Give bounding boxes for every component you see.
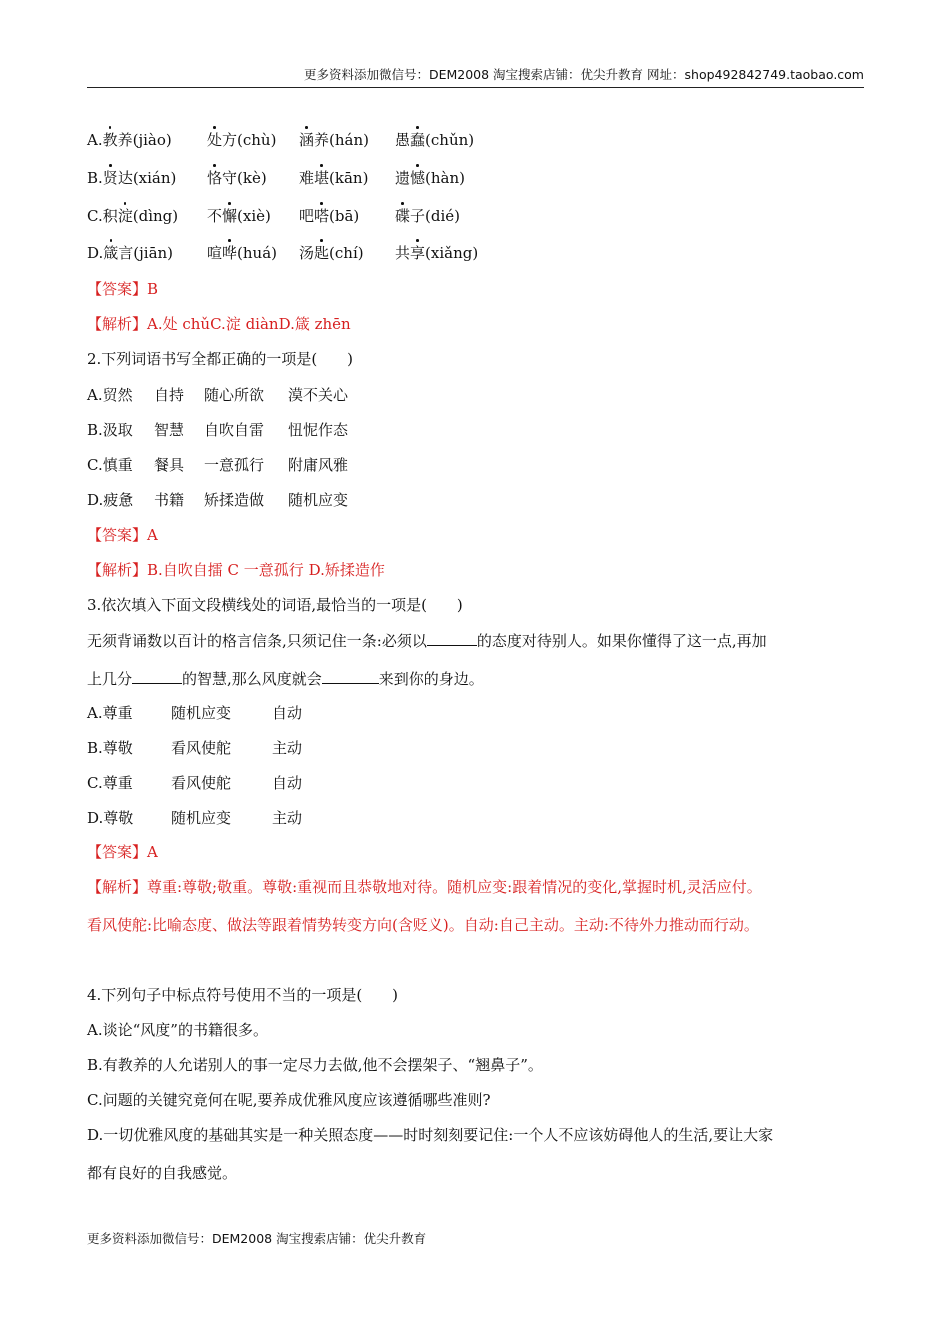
q1-word-suffix: 养(jiào): [117, 131, 172, 149]
q3-blank-2: [132, 668, 182, 684]
q1-option-item: [207, 130, 276, 150]
q1-word-prefix: 愚: [395, 131, 411, 149]
q1-option-item: [207, 168, 267, 188]
q1-word-prefix: 遗: [395, 169, 411, 187]
q4-option-d: D.一切优雅风度的基础其实是一种关照态度——时时刻刻要记住:一个人不应该妨碍他人的生活,要让大家: [87, 1126, 774, 1144]
q1-option-item: [87, 168, 176, 188]
q1-option-item: [299, 243, 364, 263]
q1-emphasized-char: 哗: [222, 244, 238, 262]
q3-option-cell: 自动: [272, 774, 303, 792]
q1-word-suffix: (kān): [329, 169, 369, 187]
q1-answer: 【答案】B: [87, 280, 159, 298]
q3-text-1a: 无须背诵数以百计的格言信条,只须记住一条:必须以: [87, 632, 427, 650]
q1-emphasized-char: 淀: [117, 207, 133, 225]
q1-option-item: [299, 206, 359, 226]
page-header: 更多资料添加微信号：DEM2008 淘宝搜索店铺：优尖升教育 网址：shop492842749.taobao.com: [87, 66, 864, 88]
q1-word-suffix: 方(chù): [222, 131, 277, 149]
q1-word-suffix: 守(kè): [222, 169, 267, 187]
q3-text-2c: 来到你的身边。: [378, 670, 484, 688]
q1-emphasized-char: 嗒: [314, 207, 330, 225]
q2-option-cell: 附庸风雅: [288, 456, 349, 474]
q2-option-cell: 自持: [154, 386, 185, 404]
q1-emphasized-char: 处: [207, 131, 223, 149]
q1-word-suffix: (hàn): [425, 169, 465, 187]
q1-emphasized-char: 蠢: [410, 131, 426, 149]
q3-analysis-line-1: 【解析】尊重:尊敬;敬重。尊敬:重视而且恭敬地对待。随机应变:跟着情况的变化,掌握时机,灵活应付。: [87, 878, 762, 896]
q1-emphasized-char: 堪: [314, 169, 330, 187]
q1-word-suffix: 言(jiān): [118, 244, 174, 262]
q1-option-letter: B.: [87, 169, 103, 187]
q1-option-item: [395, 130, 474, 150]
q1-word-prefix: 积: [102, 207, 118, 225]
q4-question: 4.下列句子中标点符号使用不当的一项是( ): [87, 986, 399, 1004]
q1-option-item: [395, 243, 478, 263]
q1-word-suffix: (bā): [329, 207, 360, 225]
q2-option-cell: 忸怩作态: [288, 421, 349, 439]
q4-option-a: A.谈论“风度”的书籍很多。: [87, 1021, 268, 1039]
q1-option-item: [395, 206, 460, 226]
q1-option-item: [395, 168, 465, 188]
q3-question: 3.依次填入下面文段横线处的词语,最恰当的一项是( ): [87, 596, 463, 614]
q1-emphasized-char: 教: [102, 131, 118, 149]
q2-option-cell: 漠不关心: [288, 386, 349, 404]
q3-option-cell: 随机应变: [171, 809, 232, 827]
q2-option-cell: 餐具: [154, 456, 185, 474]
q2-option-cell: A.贸然: [87, 386, 133, 404]
q1-emphasized-char: 懈: [222, 207, 238, 225]
page-footer: 更多资料添加微信号：DEM2008 淘宝搜索店铺：优尖升教育: [87, 1231, 427, 1246]
q1-word-suffix: (chí): [329, 244, 364, 262]
q1-word-suffix: 子(dié): [410, 207, 460, 225]
q4-option-b: B.有教养的人允诺别人的事一定尽力去做,他不会摆架子、“翘鼻子”。: [87, 1056, 543, 1074]
q1-emphasized-char: 贤: [102, 169, 118, 187]
q3-text-2b: 的智慧,那么风度就会: [182, 670, 322, 688]
q1-option-item: [299, 130, 369, 150]
q3-option-cell: 自动: [272, 704, 303, 722]
q3-option-cell: 随机应变: [171, 704, 232, 722]
q1-option-letter: D.: [87, 244, 104, 262]
q3-answer: 【答案】A: [87, 843, 158, 861]
q1-word-suffix: 养(hán): [314, 131, 369, 149]
q1-word-suffix: (chǔn): [425, 131, 475, 149]
q1-option-letter: C.: [87, 207, 103, 225]
q2-answer: 【答案】A: [87, 526, 158, 544]
q1-word-suffix: 达(xián): [117, 169, 177, 187]
q2-option-cell: 随机应变: [288, 491, 349, 509]
q1-option-item: [87, 206, 178, 226]
q1-option-item: [299, 168, 368, 188]
q1-option-item: [207, 206, 271, 226]
q2-option-cell: C.慎重: [87, 456, 133, 474]
q1-emphasized-char: 碟: [395, 207, 411, 225]
q1-emphasized-char: 涵: [299, 131, 315, 149]
q1-option-item: [207, 243, 277, 263]
q3-option-cell: 看风使舵: [171, 739, 232, 757]
q1-emphasized-char: 享: [410, 244, 426, 262]
q1-option-item: [87, 243, 173, 263]
q2-option-cell: 智慧: [154, 421, 185, 439]
q3-blank-1: [427, 630, 477, 646]
q1-word-suffix: (dìng): [132, 207, 179, 225]
q3-option-cell: 主动: [272, 809, 303, 827]
q1-word-prefix: 汤: [299, 244, 315, 262]
q3-analysis-line-2: 看风使舵:比喻态度、做法等跟着情势转变方向(含贬义)。自动:自己主动。主动:不待外力推动而行动。: [87, 916, 759, 934]
q1-emphasized-char: 匙: [314, 244, 330, 262]
q3-option-cell: B.尊敬: [87, 739, 133, 757]
q4-option-d-continuation: 都有良好的自我感觉。: [87, 1164, 238, 1182]
q2-option-cell: D.疲惫: [87, 491, 134, 509]
q1-word-prefix: 不: [207, 207, 223, 225]
q3-passage-line-2: [87, 668, 484, 689]
q1-word-prefix: 吧: [299, 207, 315, 225]
q1-emphasized-char: 憾: [410, 169, 426, 187]
q1-word-suffix: (xiè): [237, 207, 271, 225]
q3-option-cell: 主动: [272, 739, 303, 757]
q3-text-1b: 的态度对待别人。如果你懂得了这一点,再加: [476, 632, 767, 650]
q1-word-prefix: 共: [395, 244, 411, 262]
q3-option-cell: A.尊重: [87, 704, 133, 722]
q2-option-cell: B.汲取: [87, 421, 133, 439]
q2-option-cell: 一意孤行: [204, 456, 265, 474]
q1-emphasized-char: 恪: [207, 169, 223, 187]
q1-word-prefix: 喧: [207, 244, 223, 262]
q2-question: 2.下列词语书写全都正确的一项是( ): [87, 350, 354, 368]
q3-option-cell: D.尊敬: [87, 809, 134, 827]
q1-option-letter: A.: [87, 131, 103, 149]
q3-passage-line-1: [87, 630, 767, 651]
q1-word-suffix: (xiǎng): [425, 244, 479, 262]
q2-option-cell: 矫揉造做: [204, 491, 265, 509]
q2-option-cell: 书籍: [154, 491, 185, 509]
q1-option-item: [87, 130, 172, 150]
q3-option-cell: 看风使舵: [171, 774, 232, 792]
q1-analysis: 【解析】A.处 chǔC.淀 diànD.箴 zhēn: [87, 315, 351, 333]
q1-word-prefix: 难: [299, 169, 315, 187]
q2-analysis: 【解析】B.自吹自擂 C 一意孤行 D.矫揉造作: [87, 561, 385, 579]
q4-option-c: C.问题的关键究竟何在呢,要养成优雅风度应该遵循哪些准则?: [87, 1091, 491, 1109]
q3-text-2a: 上几分: [87, 670, 133, 688]
q1-emphasized-char: 箴: [103, 244, 119, 262]
q2-option-cell: 自吹自雷: [204, 421, 265, 439]
q2-option-cell: 随心所欲: [204, 386, 265, 404]
q3-option-cell: C.尊重: [87, 774, 133, 792]
q1-word-suffix: (huá): [237, 244, 277, 262]
q3-blank-3: [322, 668, 379, 684]
